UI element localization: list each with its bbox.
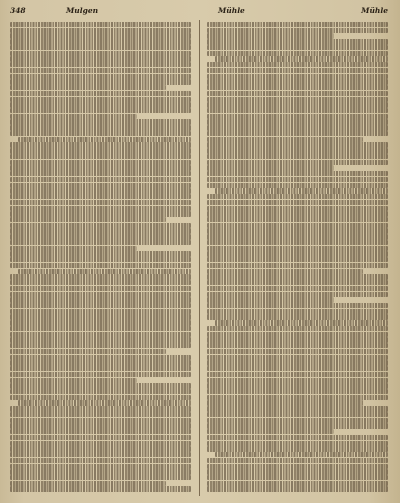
text-line (10, 142, 191, 147)
text-line (207, 51, 388, 56)
text-line (207, 183, 388, 188)
text-line (207, 332, 388, 337)
text-line (207, 446, 388, 451)
text-line (207, 314, 388, 319)
text-line (10, 234, 191, 239)
text-line (10, 395, 191, 400)
text-line (10, 292, 191, 297)
text-line (207, 160, 388, 165)
text-line (10, 349, 166, 354)
text-line (10, 274, 191, 279)
text-line (10, 378, 137, 383)
text-line (207, 481, 388, 486)
left-column-text-lines (10, 22, 191, 492)
text-line (10, 435, 191, 440)
text-line (10, 223, 191, 228)
text-line (10, 240, 191, 245)
text-line (10, 332, 191, 337)
text-line (10, 85, 166, 90)
text-line (207, 355, 388, 360)
text-line (207, 423, 388, 428)
text-line (10, 28, 191, 33)
text-line (207, 372, 388, 377)
text-line (207, 79, 388, 84)
text-line (207, 257, 388, 262)
text-line (10, 79, 191, 84)
text-line (207, 217, 388, 222)
text-line (10, 114, 137, 119)
text-line (10, 406, 191, 411)
text-line (10, 211, 191, 216)
text-line (207, 131, 388, 136)
text-line (10, 56, 191, 61)
text-line (10, 303, 191, 308)
text-line (207, 97, 388, 102)
text-line (10, 337, 191, 342)
text-line (207, 108, 388, 113)
text-line (207, 74, 388, 79)
text-line (10, 160, 191, 165)
text-line (10, 326, 191, 331)
text-line (207, 148, 388, 153)
page-number: 348 (10, 6, 26, 15)
text-line (207, 240, 388, 245)
text-line (10, 246, 137, 251)
text-line (215, 320, 388, 325)
text-line (10, 257, 191, 262)
text-line (207, 234, 388, 239)
text-line (207, 28, 388, 33)
text-line (207, 395, 388, 400)
text-line (10, 165, 191, 170)
left-running-title: Mulgen (66, 6, 99, 15)
text-line (207, 412, 388, 417)
text-line (207, 68, 388, 73)
text-line (18, 400, 191, 405)
text-line (207, 429, 334, 434)
text-line (207, 125, 388, 130)
text-line (207, 366, 388, 371)
text-line (207, 223, 388, 228)
text-line (207, 389, 388, 394)
text-line (10, 297, 191, 302)
text-line (10, 108, 191, 113)
text-line (10, 68, 191, 73)
text-line (10, 464, 191, 469)
right-running-title: Mühle (361, 6, 388, 15)
text-line (10, 74, 191, 79)
text-line (10, 97, 191, 102)
text-line (207, 286, 388, 291)
text-line (207, 206, 388, 211)
text-line (10, 383, 191, 388)
text-line (10, 251, 191, 256)
text-line (10, 206, 191, 211)
text-line (10, 45, 191, 50)
text-line (10, 217, 166, 222)
text-line (10, 91, 191, 96)
text-line (207, 85, 388, 90)
text-line (10, 263, 191, 268)
text-line (10, 360, 191, 365)
text-line (10, 183, 191, 188)
text-line (10, 429, 191, 434)
text-line (10, 171, 191, 176)
text-line (207, 360, 388, 365)
text-line (18, 137, 191, 142)
text-line (10, 458, 191, 463)
text-line (10, 22, 191, 27)
text-line (207, 119, 388, 124)
text-line (207, 292, 388, 297)
text-line (10, 194, 191, 199)
text-line (10, 486, 191, 491)
text-line (207, 349, 388, 354)
text-line (10, 469, 191, 474)
text-line (207, 326, 388, 331)
text-line (10, 481, 166, 486)
text-line (207, 154, 388, 159)
text-line (207, 274, 388, 279)
text-line (10, 62, 191, 67)
text-line (10, 39, 191, 44)
text-line (10, 286, 191, 291)
running-header (8, 6, 392, 20)
text-line (207, 165, 334, 170)
text-line (207, 33, 334, 38)
right-text-column (207, 22, 388, 496)
text-line (10, 343, 191, 348)
text-line (10, 412, 191, 417)
text-line (10, 309, 191, 314)
text-line (207, 177, 388, 182)
text-line (215, 56, 388, 61)
text-line (207, 22, 388, 27)
text-line (207, 378, 388, 383)
text-line (207, 39, 388, 44)
text-line (10, 423, 191, 428)
text-line (10, 446, 191, 451)
left-text-column (10, 22, 191, 496)
text-line (207, 464, 388, 469)
text-line (207, 435, 388, 440)
text-line (18, 269, 191, 274)
text-line (207, 486, 388, 491)
text-line (207, 343, 388, 348)
text-line (207, 114, 388, 119)
text-line (207, 383, 388, 388)
text-line (207, 400, 363, 405)
text-line (10, 320, 191, 325)
text-line (207, 309, 388, 314)
text-line (207, 142, 388, 147)
text-line (207, 458, 388, 463)
center-running-title: Mühle (218, 6, 245, 15)
text-line (207, 280, 388, 285)
text-line (207, 297, 334, 302)
text-line (207, 194, 388, 199)
text-line (207, 469, 388, 474)
text-line (207, 228, 388, 233)
text-line (10, 148, 191, 153)
text-line (10, 131, 191, 136)
text-line (10, 441, 191, 446)
text-line (215, 452, 388, 457)
text-line (207, 406, 388, 411)
text-line (207, 137, 363, 142)
text-line (10, 355, 191, 360)
text-line (207, 269, 363, 274)
text-line (207, 171, 388, 176)
text-line (207, 211, 388, 216)
text-line (10, 51, 191, 56)
text-line (10, 228, 191, 233)
text-line (10, 314, 191, 319)
text-line (10, 372, 191, 377)
text-line (207, 251, 388, 256)
text-line (10, 154, 191, 159)
text-line (207, 102, 388, 107)
text-line (207, 45, 388, 50)
text-line (10, 102, 191, 107)
text-line (207, 246, 388, 251)
right-column-text-lines (207, 22, 388, 492)
text-line (10, 188, 191, 193)
text-line (207, 263, 388, 268)
column-divider (199, 20, 200, 496)
text-line (10, 200, 191, 205)
text-line (10, 418, 191, 423)
text-line (10, 119, 191, 124)
text-line (207, 303, 388, 308)
text-line (10, 177, 191, 182)
text-line (10, 33, 191, 38)
text-line (207, 475, 388, 480)
text-line (207, 62, 388, 67)
text-line (10, 125, 191, 130)
text-line (10, 452, 191, 457)
text-line (207, 418, 388, 423)
text-line (215, 188, 388, 193)
text-line (10, 366, 191, 371)
text-line (10, 280, 191, 285)
text-line (207, 337, 388, 342)
text-line (10, 475, 191, 480)
text-line (207, 200, 388, 205)
text-line (207, 441, 388, 446)
text-line (10, 389, 191, 394)
text-line (207, 91, 388, 96)
